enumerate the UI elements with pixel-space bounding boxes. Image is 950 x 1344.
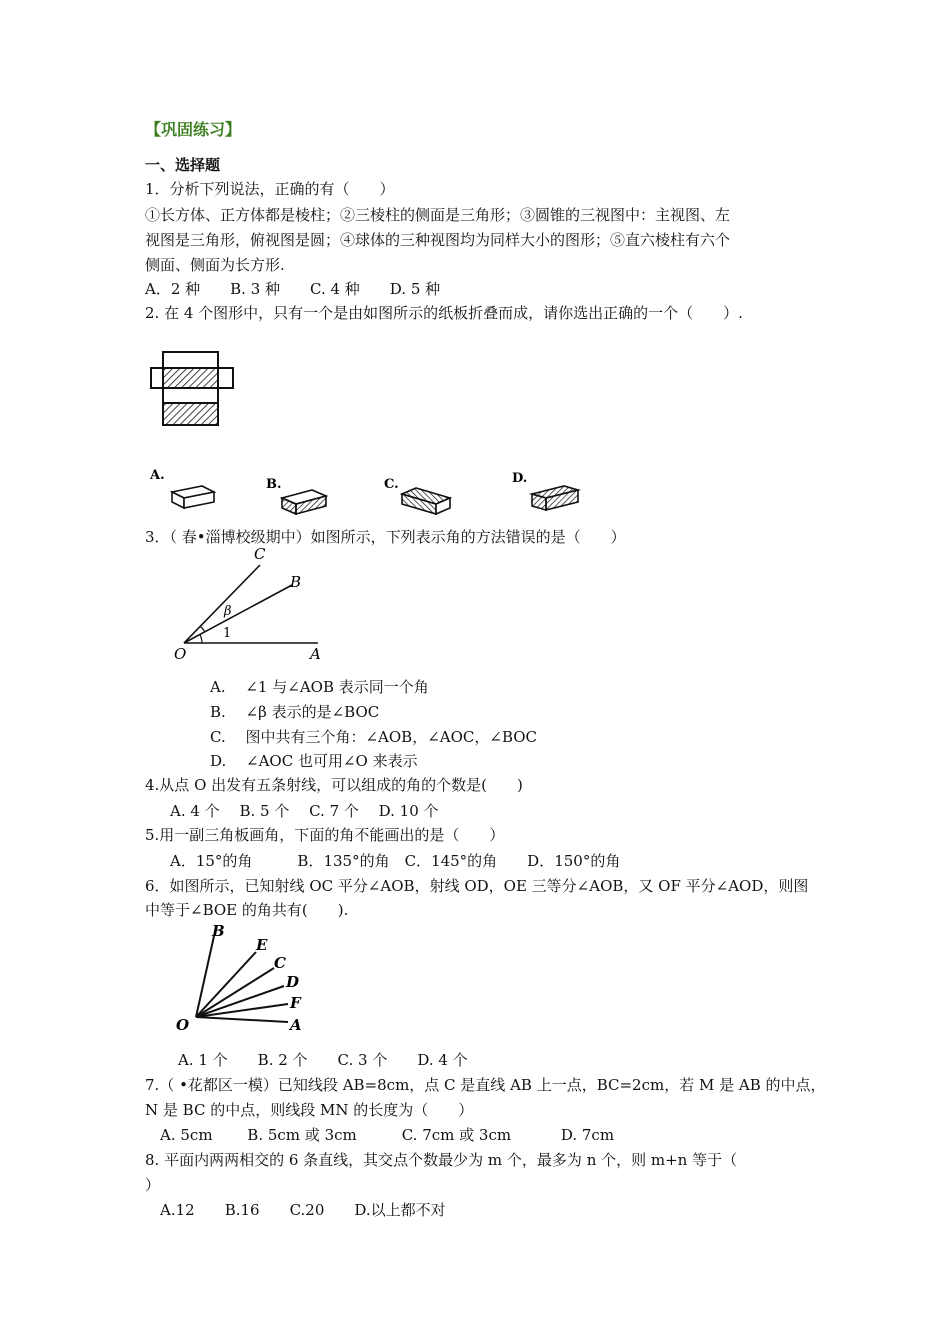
q7-options: A. 5cm B. 5cm 或 3cm C. 7cm 或 3cm D. 7cm <box>160 1126 615 1144</box>
label-e: E <box>256 936 268 954</box>
box-option-c <box>402 488 450 514</box>
q7-stem-line: 7.（ •花都区一模）已知线段 AB=8cm，点 C 是直线 AB 上一点，BC=2cm，若 M 是 AB 的中点， <box>145 1076 826 1094</box>
q1-body-line: 视图是三角形，俯视图是圆；④球体的三种视图均为同样大小的图形；⑤直六棱柱有六个 <box>145 231 731 249</box>
q1-stem: 1．分析下列说法，正确的有（ ） <box>145 180 395 198</box>
option-label-c: C. <box>384 477 399 492</box>
q5-options: A．15°的角 B．135°的角 C．145°的角 D．150°的角 <box>170 852 621 870</box>
q6-stem-line: 中等于∠BOE 的角共有( ). <box>145 901 349 919</box>
q5-stem: 5.用一副三角板画角，下面的角不能画出的是（ ） <box>145 826 505 844</box>
net-hatched-face <box>163 403 218 425</box>
q3-angle-figure <box>170 545 370 665</box>
q1-body-line: ①长方体、正方体都是棱柱；②三棱柱的侧面是三角形；③圆锥的三视图中：主视图、左 <box>145 206 731 224</box>
net-hatched-face <box>163 368 218 388</box>
label-o: O <box>174 645 187 663</box>
angle-arc-1 <box>200 635 202 644</box>
label-c: C <box>254 545 266 563</box>
box-option-a <box>172 486 214 508</box>
box-option-d <box>532 486 578 510</box>
label-a: A <box>310 645 321 663</box>
q8-stem-line: 8. 平面内两两相交的 6 条直线，其交点个数最少为 m 个，最多为 n 个，则 m+n 等于（ <box>145 1151 738 1169</box>
net-plain-face <box>163 388 218 403</box>
q4-options: A. 4 个 B. 5 个 C. 7 个 D. 10 个 <box>170 802 439 820</box>
section-heading: 【巩固练习】 <box>145 120 242 139</box>
ray-oc <box>184 565 260 643</box>
option-label-a: A. <box>150 468 165 483</box>
q6-stem-line: 6．如图所示，已知射线 OC 平分∠AOB，射线 OD，OE 三等分∠AOB，又 OF 平分∠AOD，则图 <box>145 877 809 895</box>
label-d: D <box>286 973 300 991</box>
label-beta: β <box>224 604 232 619</box>
q2-stem: 2. 在 4 个图形中，只有一个是由如图所示的纸板折叠而成，请你选出正确的一个（ ）. <box>145 304 743 322</box>
label-1: 1 <box>223 626 232 641</box>
q3-option: A. ∠1 与∠AOB 表示同一个角 <box>210 678 429 696</box>
q1-options: A．2 种 B. 3 种 C. 4 种 D. 5 种 <box>145 280 441 298</box>
net-top-face <box>163 352 218 368</box>
box-option-b <box>282 490 326 514</box>
q6-options: A. 1 个 B. 2 个 C. 3 个 D. 4 个 <box>178 1051 468 1069</box>
q7-stem-line: N 是 BC 的中点，则线段 MN 的长度为（ ） <box>145 1101 474 1119</box>
label-c: C <box>274 954 286 972</box>
ray-b <box>196 936 214 1017</box>
option-label-b: B. <box>266 477 282 492</box>
ray-a <box>196 1017 288 1022</box>
part-title: 一、选择题 <box>145 156 221 174</box>
option-label-d: D. <box>512 471 528 486</box>
label-f: F <box>290 994 301 1012</box>
q8-stem-line: ） <box>145 1176 161 1194</box>
label-b: B <box>212 922 225 940</box>
ray-f <box>196 1004 288 1017</box>
q4-stem: 4.从点 O 出发有五条射线，可以组成的角的个数是( ) <box>145 776 523 794</box>
q3-option: D. ∠AOC 也可用∠O 来表示 <box>210 752 418 770</box>
q1-body-line: 侧面、侧面为长方形. <box>145 256 285 274</box>
q3-stem: 3．（ 春•淄博校级期中）如图所示，下列表示角的方法错误的是（ ） <box>145 528 626 546</box>
q3-option: C. 图中共有三个角：∠AOB，∠AOC，∠BOC <box>210 728 538 746</box>
angle-arc-beta <box>200 626 205 632</box>
label-o: O <box>176 1016 190 1034</box>
q2-options-figure <box>148 466 588 516</box>
q8-options: A.12 B.16 C.20 D.以上都不对 <box>160 1201 446 1219</box>
q3-option: B. ∠β 表示的是∠BOC <box>210 703 380 721</box>
label-a: A <box>290 1016 302 1034</box>
q6-rays-figure <box>172 922 332 1042</box>
q2-net-figure <box>148 350 248 430</box>
label-b: B <box>290 573 302 591</box>
